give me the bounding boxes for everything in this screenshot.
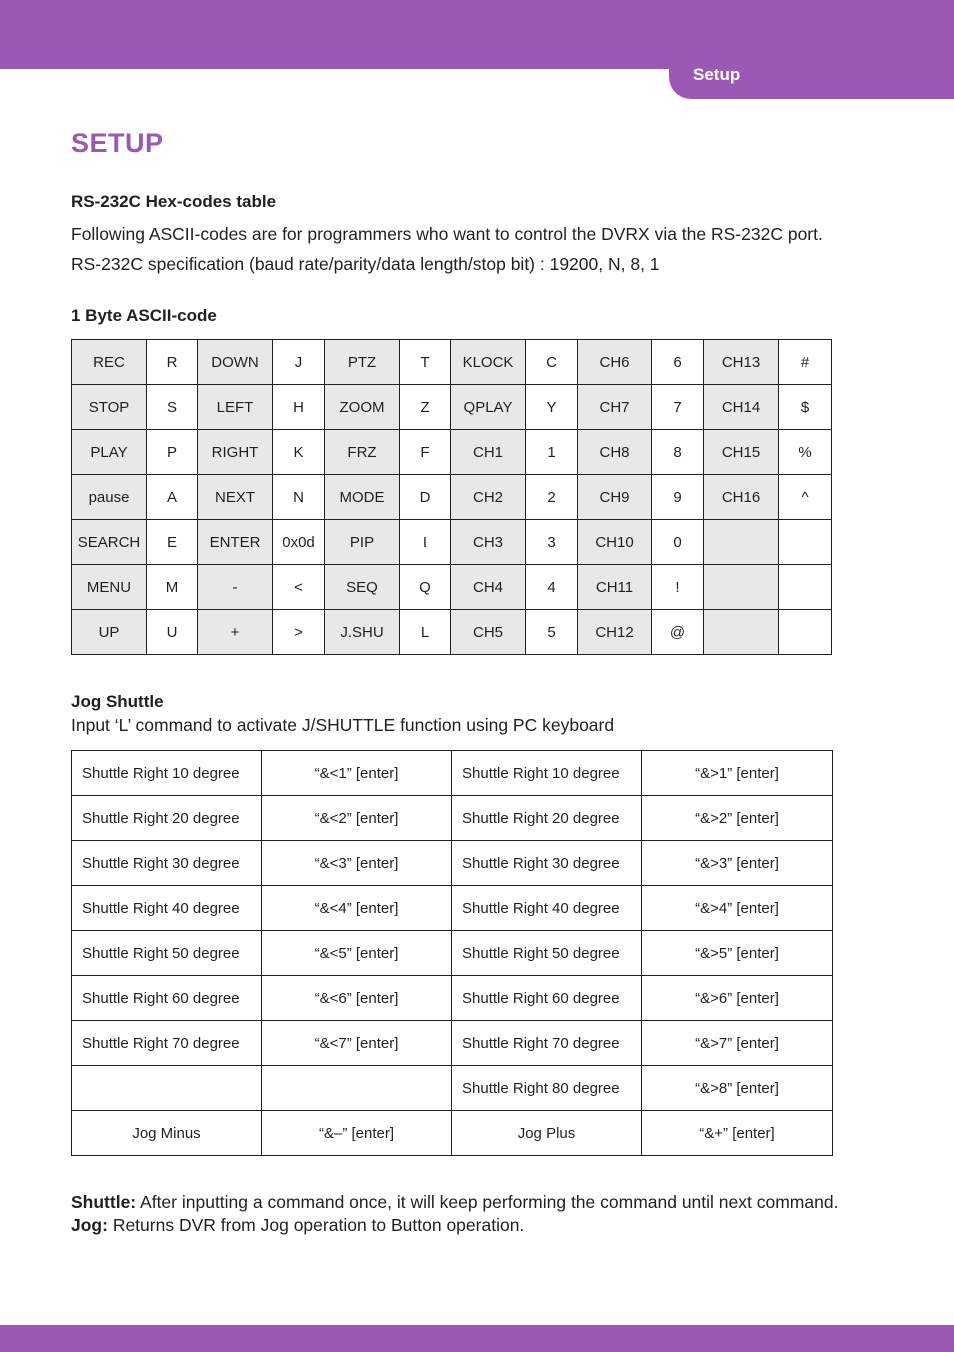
command-cell: “&>1” [enter]	[642, 751, 833, 796]
function-cell: Shuttle Right 20 degree	[452, 796, 642, 841]
command-cell: CH5	[451, 610, 526, 655]
table-row	[72, 931, 833, 976]
function-cell: Shuttle Right 70 degree	[72, 1021, 262, 1066]
command-cell: “&>3” [enter]	[642, 841, 833, 886]
table-row	[72, 520, 832, 565]
command-cell: CH6	[578, 340, 652, 385]
table-row	[72, 886, 833, 931]
command-cell	[704, 520, 779, 565]
table-row	[72, 796, 833, 841]
jog-shuttle-heading: Jog Shuttle	[71, 692, 164, 711]
code-cell: #	[779, 340, 832, 385]
command-cell: “&>2” [enter]	[642, 796, 833, 841]
table-row	[72, 976, 833, 1021]
function-cell: Shuttle Right 30 degree	[452, 841, 642, 886]
function-cell: Shuttle Right 10 degree	[452, 751, 642, 796]
code-cell: 8	[652, 430, 704, 475]
function-cell	[72, 1066, 262, 1111]
command-cell: CH16	[704, 475, 779, 520]
spec-line: RS-232C specification (baud rate/parity/data length/stop bit) : 19200, N, 8, 1	[71, 254, 660, 274]
function-cell: Shuttle Right 60 degree	[452, 976, 642, 1021]
command-cell	[704, 565, 779, 610]
table-row	[72, 610, 832, 655]
command-cell	[704, 610, 779, 655]
code-cell: !	[652, 565, 704, 610]
function-cell: Shuttle Right 40 degree	[452, 886, 642, 931]
function-cell: Shuttle Right 50 degree	[452, 931, 642, 976]
code-cell: ^	[779, 475, 832, 520]
code-cell: K	[273, 430, 325, 475]
command-cell: CH15	[704, 430, 779, 475]
code-cell: Y	[526, 385, 578, 430]
shuttle-note	[71, 1192, 838, 1213]
code-cell: J	[273, 340, 325, 385]
code-cell: R	[147, 340, 198, 385]
hex-codes-heading: RS-232C Hex-codes table	[71, 192, 277, 211]
code-cell: L	[400, 610, 451, 655]
jog-note-label: Jog:	[71, 1215, 108, 1235]
code-cell: F	[400, 430, 451, 475]
function-cell: Shuttle Right 60 degree	[72, 976, 262, 1021]
code-cell	[779, 520, 832, 565]
command-cell: “&–” [enter]	[262, 1111, 452, 1156]
code-cell: E	[147, 520, 198, 565]
code-cell: 0	[652, 520, 704, 565]
table-row	[72, 1021, 833, 1066]
command-cell: CH10	[578, 520, 652, 565]
command-cell: pause	[72, 475, 147, 520]
function-cell: Shuttle Right 80 degree	[452, 1066, 642, 1111]
command-cell: CH1	[451, 430, 526, 475]
code-cell: H	[273, 385, 325, 430]
command-cell: CH2	[451, 475, 526, 520]
command-cell: “&<5” [enter]	[262, 931, 452, 976]
command-cell: MENU	[72, 565, 147, 610]
table-row	[72, 565, 832, 610]
command-cell: “&>6” [enter]	[642, 976, 833, 1021]
code-cell: C	[526, 340, 578, 385]
command-cell: KLOCK	[451, 340, 526, 385]
command-cell: DOWN	[198, 340, 273, 385]
command-cell: ZOOM	[325, 385, 400, 430]
command-cell: CH7	[578, 385, 652, 430]
table-row	[72, 1066, 833, 1111]
command-cell: CH14	[704, 385, 779, 430]
code-cell: Z	[400, 385, 451, 430]
command-cell: PIP	[325, 520, 400, 565]
code-cell: @	[652, 610, 704, 655]
command-cell: “&>5” [enter]	[642, 931, 833, 976]
function-cell: Jog Plus	[452, 1111, 642, 1156]
command-cell: CH13	[704, 340, 779, 385]
section-tab-label: Setup	[693, 65, 741, 84]
code-cell: T	[400, 340, 451, 385]
code-cell: M	[147, 565, 198, 610]
section-tab	[669, 55, 954, 99]
command-cell: “&<3” [enter]	[262, 841, 452, 886]
footer-bar	[0, 1325, 954, 1352]
jog-shuttle-table	[71, 750, 833, 1156]
code-cell: 2	[526, 475, 578, 520]
code-cell: U	[147, 610, 198, 655]
code-cell: 1	[526, 430, 578, 475]
function-cell: Shuttle Right 40 degree	[72, 886, 262, 931]
command-cell: ENTER	[198, 520, 273, 565]
command-cell: NEXT	[198, 475, 273, 520]
command-cell	[262, 1066, 452, 1111]
table-row	[72, 430, 832, 475]
code-cell: <	[273, 565, 325, 610]
code-cell: I	[400, 520, 451, 565]
code-cell: S	[147, 385, 198, 430]
code-cell	[779, 565, 832, 610]
ascii-heading: 1 Byte ASCII-code	[71, 306, 217, 325]
code-cell: 4	[526, 565, 578, 610]
command-cell: CH12	[578, 610, 652, 655]
command-cell: STOP	[72, 385, 147, 430]
code-cell: 7	[652, 385, 704, 430]
function-cell: Shuttle Right 50 degree	[72, 931, 262, 976]
code-cell: 5	[526, 610, 578, 655]
shuttle-note-label: Shuttle:	[71, 1192, 137, 1212]
intro-line: Following ASCII-codes are for programmers who want to control the DVRX via the RS-232C port.	[71, 224, 823, 244]
table-row	[72, 475, 832, 520]
command-cell: CH4	[451, 565, 526, 610]
command-cell: “&<4” [enter]	[262, 886, 452, 931]
jog-note-text: Returns DVR from Jog operation to Button operation.	[107, 1215, 525, 1235]
code-cell	[779, 610, 832, 655]
command-cell: CH3	[451, 520, 526, 565]
command-cell: “&>4” [enter]	[642, 886, 833, 931]
command-cell: SEARCH	[72, 520, 147, 565]
function-cell: Shuttle Right 10 degree	[72, 751, 262, 796]
function-cell: Shuttle Right 70 degree	[452, 1021, 642, 1066]
command-cell: REC	[72, 340, 147, 385]
code-cell: >	[273, 610, 325, 655]
command-cell: SEQ	[325, 565, 400, 610]
function-cell: Jog Minus	[72, 1111, 262, 1156]
jog-shuttle-description: Input ‘L’ command to activate J/SHUTTLE function using PC keyboard	[71, 715, 615, 735]
command-cell: MODE	[325, 475, 400, 520]
code-cell: 6	[652, 340, 704, 385]
command-cell: CH9	[578, 475, 652, 520]
command-cell: UP	[72, 610, 147, 655]
page-title: SETUP	[71, 128, 164, 158]
code-cell: P	[147, 430, 198, 475]
command-cell: “&<1” [enter]	[262, 751, 452, 796]
table-row	[72, 1111, 833, 1156]
command-cell: “&<6” [enter]	[262, 976, 452, 1021]
command-cell: PTZ	[325, 340, 400, 385]
command-cell: +	[198, 610, 273, 655]
shuttle-note-text: After inputting a command once, it will keep performing the command until next command.	[136, 1192, 839, 1212]
code-cell: Q	[400, 565, 451, 610]
command-cell: PLAY	[72, 430, 147, 475]
table-row	[72, 841, 833, 886]
code-cell: D	[400, 475, 451, 520]
jog-note	[71, 1215, 524, 1236]
code-cell: $	[779, 385, 832, 430]
function-cell: Shuttle Right 20 degree	[72, 796, 262, 841]
code-cell: 9	[652, 475, 704, 520]
command-cell: -	[198, 565, 273, 610]
code-cell: A	[147, 475, 198, 520]
command-cell: RIGHT	[198, 430, 273, 475]
table-row	[72, 340, 832, 385]
command-cell: “&>7” [enter]	[642, 1021, 833, 1066]
code-cell: %	[779, 430, 832, 475]
code-cell: 0x0d	[273, 520, 325, 565]
code-cell: N	[273, 475, 325, 520]
command-cell: “&<7” [enter]	[262, 1021, 452, 1066]
command-cell: J.SHU	[325, 610, 400, 655]
code-cell: 3	[526, 520, 578, 565]
function-cell: Shuttle Right 30 degree	[72, 841, 262, 886]
command-cell: QPLAY	[451, 385, 526, 430]
command-cell: “&>8” [enter]	[642, 1066, 833, 1111]
command-cell: CH11	[578, 565, 652, 610]
table-row	[72, 751, 833, 796]
command-cell: LEFT	[198, 385, 273, 430]
command-cell: FRZ	[325, 430, 400, 475]
ascii-code-table	[71, 339, 832, 655]
table-row	[72, 385, 832, 430]
command-cell: “&<2” [enter]	[262, 796, 452, 841]
command-cell: “&+” [enter]	[642, 1111, 833, 1156]
command-cell: CH8	[578, 430, 652, 475]
